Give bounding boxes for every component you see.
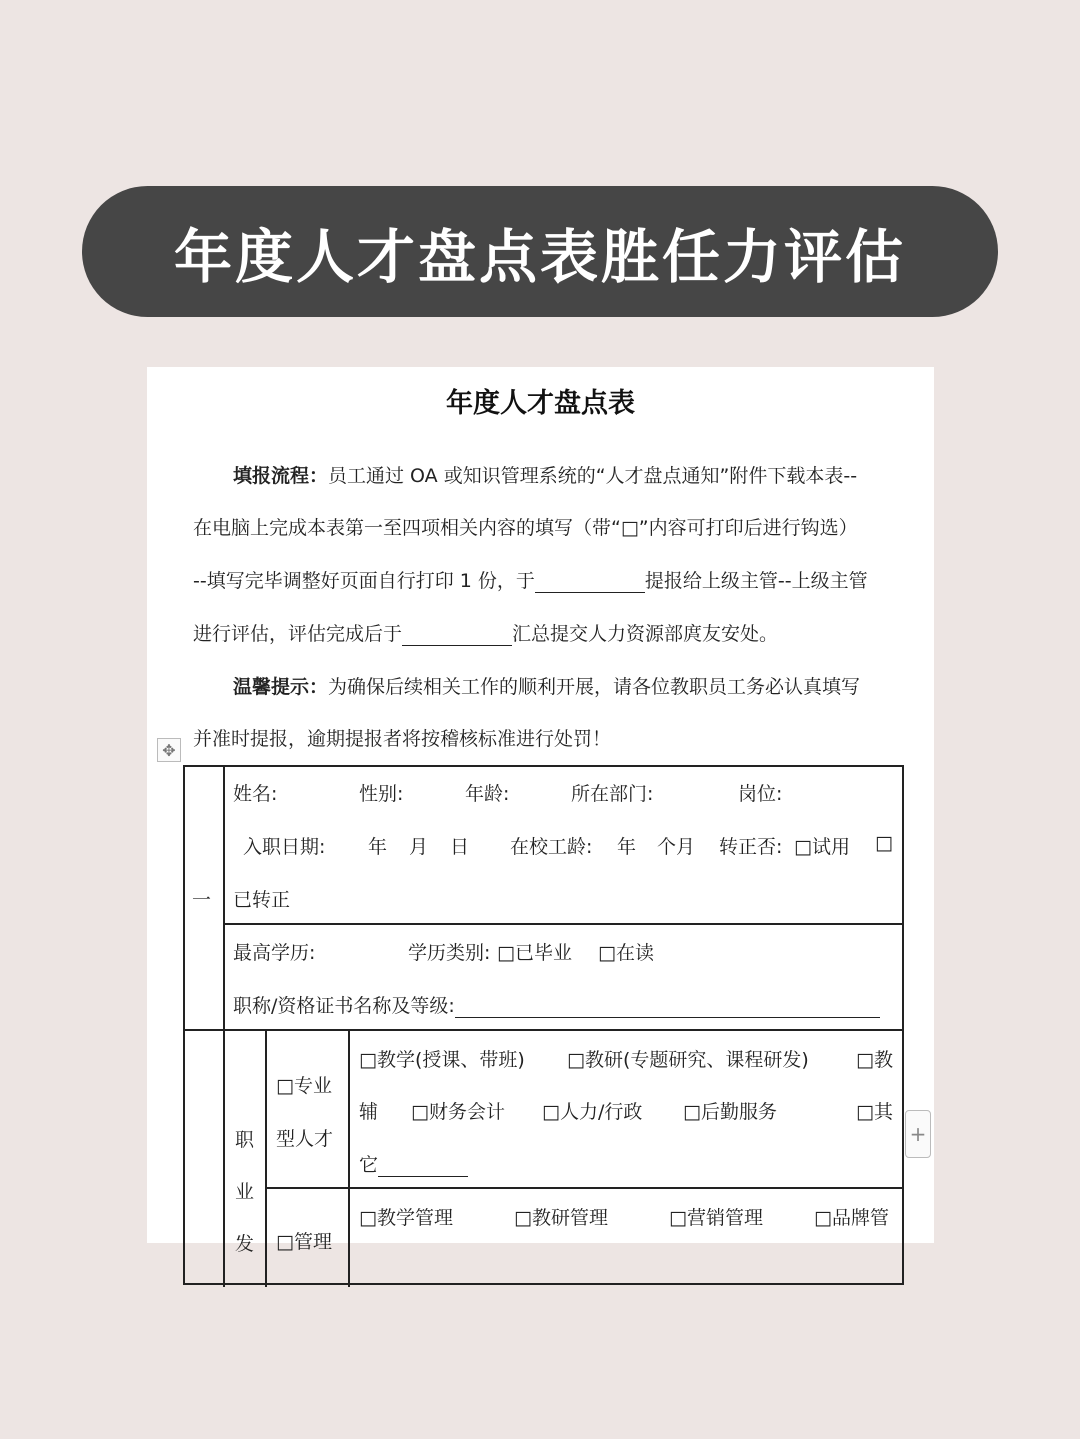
edu-type-label: 学历类别: [408,942,491,964]
document-title: 年度人才盘点表 [446,388,635,419]
banner-title: 年度人才盘点表胜任力评估 [173,222,906,291]
age-field[interactable]: 年龄: [465,783,510,805]
option-teach-mgmt[interactable]: □教学管理 [359,1207,453,1229]
tip-line-1: 温馨提示：为确保后续相关工作的顺利开展，请各位教职员工务必认真填写 [233,676,861,698]
position-field[interactable]: 岗位: [738,783,783,805]
regular-label: 转正否: [719,836,783,858]
option-finance[interactable]: □财务会计 [411,1101,505,1123]
gender-field[interactable]: 性别: [359,783,404,805]
confirmed-checkbox[interactable]: □ [875,832,893,854]
option-other[interactable]: □其 [856,1101,893,1123]
career-col-char: 业 [235,1181,255,1203]
probation-checkbox[interactable]: □试用 [794,836,850,858]
process-line-4: 进行评估，评估完成后于 汇总提交人力资源部庹友安处。 [193,623,779,645]
section-label: 一 [192,889,212,911]
table-divider [185,1029,904,1031]
plus-icon[interactable]: + [905,1110,931,1158]
hire-year-label: 年 [368,836,388,858]
table-divider [265,1187,904,1189]
department-field[interactable]: 所在部门: [571,783,654,805]
process-line-3: --填写完毕调整好页面自行打印 1 份，于 提报给上级主管--上级主管 [193,570,868,592]
studying-checkbox[interactable]: □在读 [598,942,654,964]
document-page [147,367,934,1255]
move-arrows-icon[interactable]: ✥ [157,738,181,762]
hire-date-field[interactable]: 入职日期: [243,836,326,858]
option-hr-admin[interactable]: □人力/行政 [542,1101,643,1123]
info-table [183,765,904,1285]
option-assist[interactable]: □教 [856,1049,893,1071]
process-line-2: 在电脑上完成本表第一至四项相关内容的填写（带“□”内容可打印后进行钩选） [193,517,858,539]
title-banner [82,186,998,317]
table-divider [265,1029,267,1287]
career-col-char: 发 [235,1233,255,1255]
career-col-char: 职 [235,1129,255,1151]
option-teaching[interactable]: □教学(授课、带班) [359,1049,525,1071]
years-unit-label: 年 [617,836,637,858]
title-cert-blank[interactable] [455,997,880,1018]
option-brand-mgmt[interactable]: □品牌管 [814,1207,889,1229]
hire-month-label: 月 [409,836,429,858]
name-field[interactable]: 姓名: [233,783,278,805]
title-cert-field[interactable]: 职称/资格证书名称及等级: [233,991,880,1018]
option-other-cont: 它 [359,1150,468,1177]
option-research[interactable]: □教研(专题研究、课程研发) [567,1049,809,1071]
submit-date-blank[interactable] [535,572,645,593]
option-marketing-mgmt[interactable]: □营销管理 [669,1207,763,1229]
pro-talent-label: 型人才 [276,1128,334,1150]
other-blank[interactable] [378,1156,468,1177]
education-field[interactable]: 最高学历: [233,942,316,964]
mgmt-talent-checkbox[interactable]: □管理 [276,1231,332,1253]
option-logistics[interactable]: □后勤服务 [683,1101,777,1123]
tip-label: 温馨提示： [233,676,329,698]
tip-line-2: 并准时提报，逾期提报者将按稽核标准进行处罚！ [193,728,612,750]
option-assist-cont: 辅 [359,1101,379,1123]
table-divider [223,767,225,1287]
hire-day-label: 日 [450,836,470,858]
summary-date-blank[interactable] [402,625,512,646]
option-research-mgmt[interactable]: □教研管理 [514,1207,608,1229]
process-line-1: 填报流程：员工通过 OA 或知识管理系统的“人才盘点通知”附件下载本表-- [233,465,858,487]
confirmed-label: 已转正 [233,889,291,911]
months-unit-label: 个月 [657,836,696,858]
table-divider [223,923,904,925]
graduated-checkbox[interactable]: □已毕业 [497,942,572,964]
table-divider [348,1029,350,1287]
process-label: 填报流程： [233,465,329,487]
pro-talent-checkbox[interactable]: □专业 [276,1075,332,1097]
school-years-field[interactable]: 在校工龄: [510,836,593,858]
